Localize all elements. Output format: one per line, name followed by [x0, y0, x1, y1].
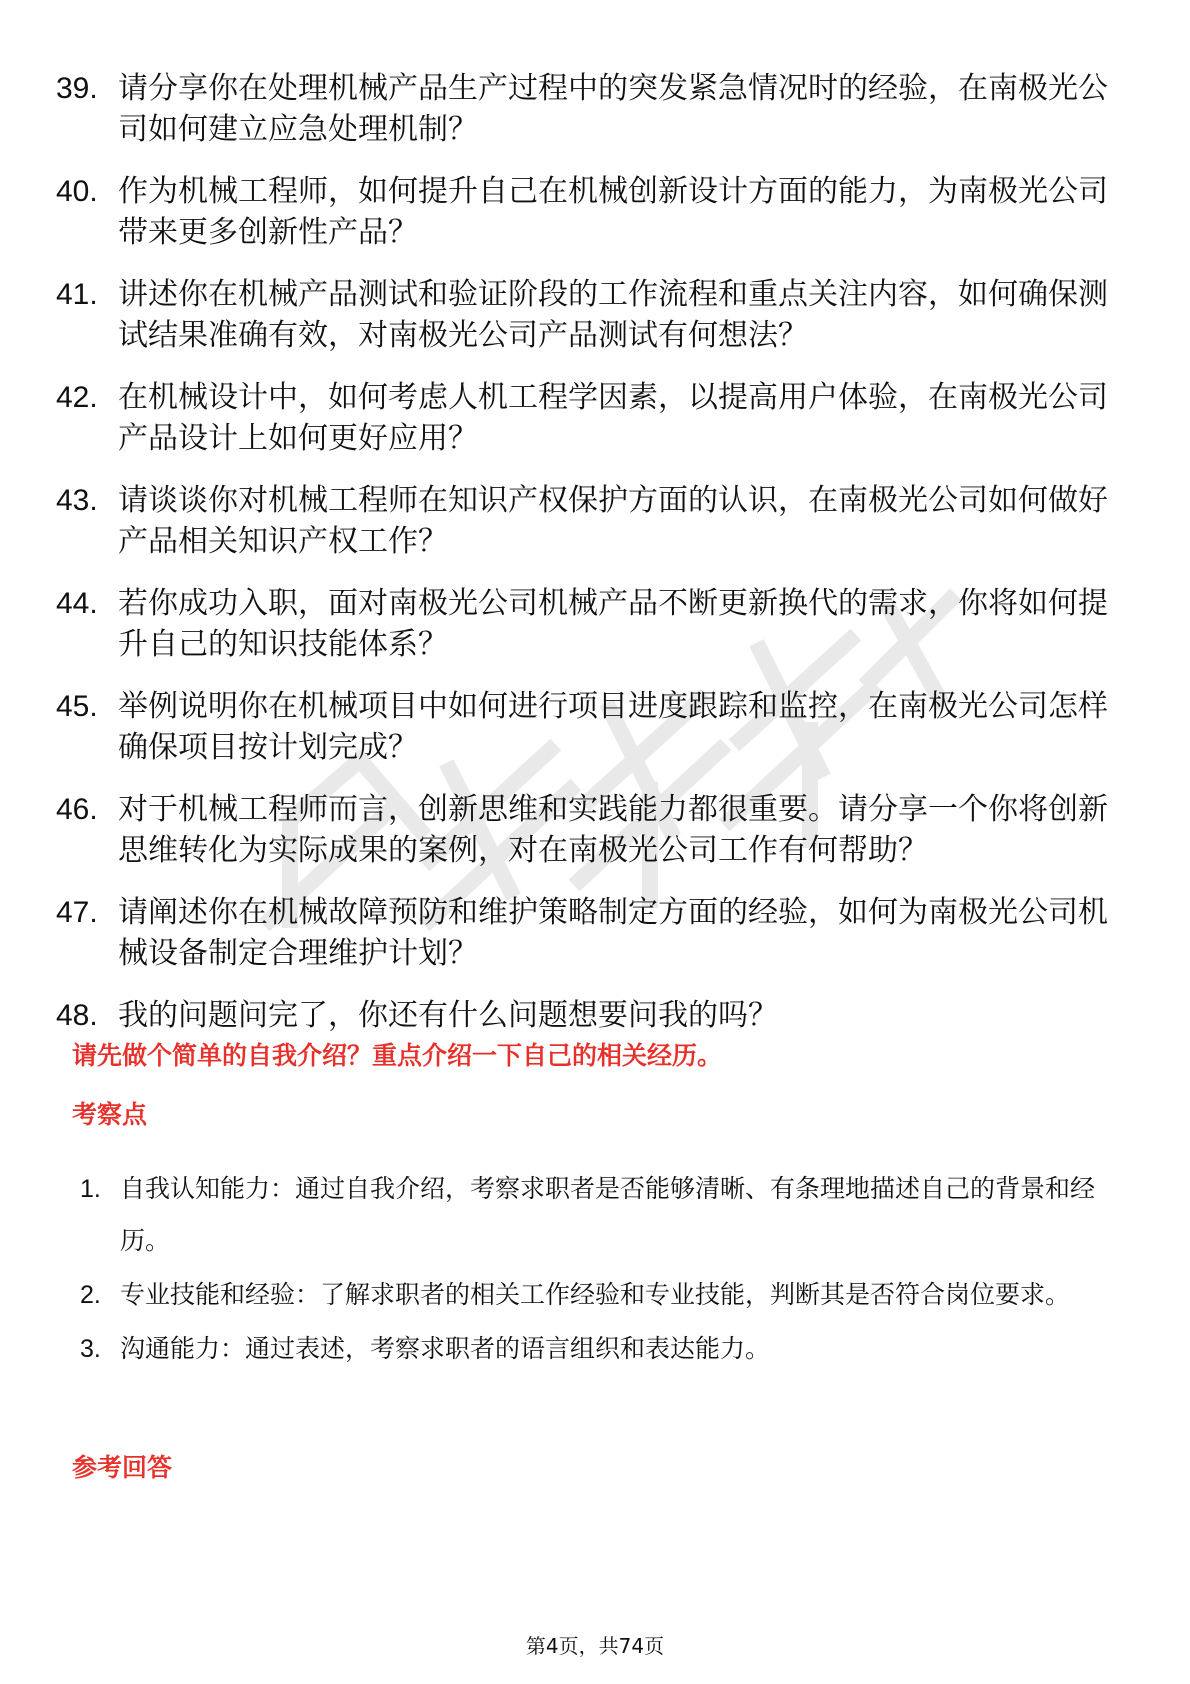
question-text: 讲述你在机械产品测试和验证阶段的工作流程和重点关注内容，如何确保测试结果准确有效，对南极光公司产品测试有何想法？ [118, 277, 1108, 353]
list-item [80, 1163, 1120, 1267]
question-number: 45. [56, 690, 98, 723]
list-item [56, 171, 1136, 253]
question-text: 我的问题问完了，你还有什么问题想要问我的吗？ [118, 998, 778, 1033]
list-item [56, 995, 1136, 1036]
point-text: 专业技能和经验：了解求职者的相关工作经验和专业技能，判断其是否符合岗位要求。 [120, 1280, 1071, 1309]
question-text: 对于机械工程师而言，创新思维和实践能力都很重要。请分享一个你将创新思维转化为实际成果的案例，对在南极光公司工作有何帮助？ [118, 792, 1108, 868]
list-item [80, 1269, 1120, 1321]
question-text: 请分享你在处理机械产品生产过程中的突发紧急情况时的经验，在南极光公司如何建立应急处理机制？ [118, 71, 1108, 147]
page-footer: 第4页，共74页 [525, 1634, 665, 1658]
list-item [56, 377, 1136, 459]
question-list [56, 68, 1136, 1057]
question-text: 请阐述你在机械故障预防和维护策略制定方面的经验，如何为南极光公司机械设备制定合理维护计划？ [118, 895, 1108, 971]
point-text: 沟通能力：通过表述，考察求职者的语言组织和表达能力。 [120, 1334, 771, 1363]
question-text: 在机械设计中，如何考虑人机工程学因素，以提高用户体验，在南极光公司产品设计上如何更好应用？ [118, 380, 1108, 456]
point-number: 1. [80, 1175, 101, 1203]
point-number: 2. [80, 1281, 101, 1309]
point-text: 自我认知能力：通过自我介绍，考察求职者是否能够清晰、有条理地描述自己的背景和经历。 [120, 1174, 1096, 1255]
question-text: 作为机械工程师，如何提升自己在机械创新设计方面的能力，为南极光公司带来更多创新性产品？ [118, 174, 1108, 250]
answer-heading: 参考回答 [72, 1453, 173, 1482]
question-number: 40. [56, 175, 98, 208]
intro-question-heading: 请先做个简单的自我介绍？重点介绍一下自己的相关经历。 [72, 1041, 723, 1070]
list-item [56, 789, 1136, 871]
question-number: 44. [56, 587, 98, 620]
list-item [56, 583, 1136, 665]
list-item [56, 892, 1136, 974]
question-number: 42. [56, 381, 98, 414]
point-number: 3. [80, 1335, 101, 1363]
question-number: 47. [56, 896, 98, 929]
points-list [80, 1163, 1120, 1377]
list-item [56, 480, 1136, 562]
question-number: 39. [56, 72, 98, 105]
question-number: 43. [56, 484, 98, 517]
question-number: 41. [56, 278, 98, 311]
question-text: 举例说明你在机械项目中如何进行项目进度跟踪和监控，在南极光公司怎样确保项目按计划完成？ [118, 689, 1108, 765]
list-item [56, 68, 1136, 150]
question-text: 请谈谈你对机械工程师在知识产权保护方面的认识，在南极光公司如何做好产品相关知识产权工作？ [118, 483, 1108, 559]
list-item [56, 686, 1136, 768]
question-text: 若你成功入职，面对南极光公司机械产品不断更新换代的需求，你将如何提升自己的知识技能体系？ [118, 586, 1108, 662]
points-heading: 考察点 [72, 1100, 148, 1129]
question-number: 46. [56, 793, 98, 826]
question-number: 48. [56, 999, 98, 1032]
list-item [80, 1323, 1120, 1375]
list-item [56, 274, 1136, 356]
